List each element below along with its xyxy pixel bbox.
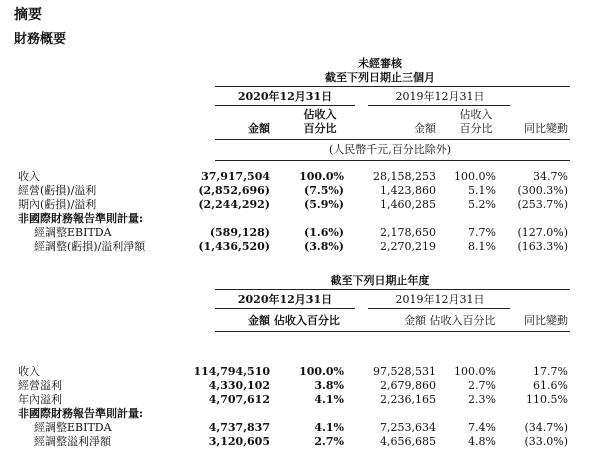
header-rule — [215, 289, 570, 290]
y-row-yoy: (33.0%) — [524, 435, 568, 448]
q-row-pct-2019: 100.0% — [454, 170, 496, 183]
q-row-pct: (5.9%) — [304, 198, 344, 211]
q-amount-head: 金額 — [248, 122, 270, 135]
q-nonifrs-heading: 非國際財務報告準則計量: — [18, 212, 144, 225]
header-rule — [215, 308, 355, 309]
y-row-pct-2019: 4.8% — [468, 435, 496, 448]
q-row-label: 經營(虧損)/溢利 — [18, 184, 97, 197]
q-pct2019-head-2: 百分比 — [459, 122, 493, 135]
q-amount2019-head: 金額 — [414, 122, 436, 135]
unit-note: (人民幣千元,百分比除外) — [328, 143, 452, 156]
y-row-label: 收入 — [18, 365, 40, 378]
y-row-label: 經調整溢利淨額 — [34, 435, 111, 448]
section-title: 摘要 — [14, 7, 42, 23]
q-row-yoy: (300.3%) — [517, 184, 568, 197]
y-row-amount-2019: 7,253,634 — [380, 421, 436, 434]
y-row-pct: 2.7% — [314, 435, 344, 448]
y-col-2020: 2020年12月31日 — [237, 293, 333, 306]
header-rule — [368, 105, 510, 106]
q-row-pct: (3.8%) — [304, 240, 344, 253]
y-row-pct-2019: 2.3% — [468, 393, 496, 406]
q-row-yoy: (163.3%) — [517, 240, 568, 253]
y-row-yoy: 61.6% — [533, 379, 568, 392]
q-row-pct-2019: 8.1% — [468, 240, 496, 253]
y-row-pct: 4.1% — [314, 393, 344, 406]
y-row-amount: 4,737,837 — [208, 421, 270, 434]
y-row-pct: 4.1% — [314, 421, 344, 434]
y-row-amount: 114,794,510 — [193, 365, 270, 378]
q-row-amount: 37,917,504 — [201, 170, 270, 183]
q-row-pct-2019: 5.2% — [468, 198, 496, 211]
q-col-2020: 2020年12月31日 — [237, 90, 333, 103]
header-rule — [215, 160, 570, 161]
year-period-label: 截至下列日期止年度 — [330, 274, 430, 287]
q-row-label: 期內(虧損)/溢利 — [18, 198, 97, 211]
y-row-pct: 100.0% — [299, 365, 344, 378]
section-subtitle: 財務概要 — [14, 32, 67, 47]
y-row-amount-2019: 2,679,860 — [380, 379, 436, 392]
header-rule — [215, 331, 570, 332]
y-row-yoy: 17.7% — [533, 365, 568, 378]
unaudited-label: 未經審核 — [358, 57, 402, 70]
q-row-yoy: (253.7%) — [517, 198, 568, 211]
q-row-amount: (1,436,520) — [198, 240, 270, 253]
y-row-amount: 3,120,605 — [208, 435, 270, 448]
y-row-yoy: (34.7%) — [524, 421, 568, 434]
q-row-pct-2019: 7.7% — [468, 226, 496, 239]
y-row-amount-2019: 4,656,685 — [380, 435, 436, 448]
y-row-pct-2019: 2.7% — [468, 379, 496, 392]
q-pct-head-2: 百分比 — [303, 122, 337, 135]
q-row-amount-2019: 2,270,219 — [380, 240, 436, 253]
y-row-pct-2019: 7.4% — [468, 421, 496, 434]
q-row-amount: (589,128) — [209, 226, 270, 239]
q-row-yoy: 34.7% — [533, 170, 568, 183]
y-row-label: 年內溢利 — [18, 393, 62, 406]
header-rule — [215, 86, 570, 87]
q-yoy-head: 同比變動 — [524, 122, 568, 135]
q-pct2019-head-1: 佔收入 — [459, 108, 493, 121]
y-amount-pct-head: 金額 佔收入百分比 — [248, 314, 340, 327]
y-yoy-head: 同比變動 — [524, 314, 568, 327]
q-row-label: 收入 — [18, 170, 40, 183]
quarter-period-label: 截至下列日期止三個月 — [325, 71, 435, 84]
q-row-pct: 100.0% — [299, 170, 344, 183]
y-row-amount: 4,707,612 — [208, 393, 270, 406]
y-row-label: 經營溢利 — [18, 379, 62, 392]
header-rule — [215, 105, 355, 106]
y-amount-pct2019-head: 金額 佔收入百分比 — [404, 314, 496, 327]
y-nonifrs-heading: 非國際財務報告準則計量: — [18, 407, 144, 420]
q-row-amount-2019: 28,158,253 — [373, 170, 436, 183]
y-row-pct-2019: 100.0% — [454, 365, 496, 378]
header-rule — [215, 139, 570, 140]
y-row-amount-2019: 2,236,165 — [380, 393, 436, 406]
y-row-amount-2019: 97,528,531 — [373, 365, 436, 378]
y-row-pct: 3.8% — [314, 379, 344, 392]
q-row-pct: (7.5%) — [304, 184, 344, 197]
q-row-label: 經調整(虧損)/溢利淨額 — [34, 240, 146, 253]
q-row-amount-2019: 1,460,285 — [380, 198, 436, 211]
q-row-pct: (1.6%) — [304, 226, 344, 239]
q-row-label: 經調整EBITDA — [34, 226, 112, 239]
q-row-pct-2019: 5.1% — [468, 184, 496, 197]
q-pct-head-1: 佔收入 — [303, 108, 337, 121]
y-row-yoy: 110.5% — [526, 393, 568, 406]
q-row-amount-2019: 2,178,650 — [380, 226, 436, 239]
header-rule — [368, 308, 510, 309]
q-row-yoy: (127.0%) — [517, 226, 568, 239]
q-col-2019: 2019年12月31日 — [395, 90, 485, 103]
y-row-amount: 4,330,102 — [208, 379, 270, 392]
q-row-amount-2019: 1,423,860 — [380, 184, 436, 197]
y-col-2019: 2019年12月31日 — [395, 293, 485, 306]
q-row-amount: (2,852,696) — [198, 184, 270, 197]
q-row-amount: (2,244,292) — [198, 198, 270, 211]
y-row-label: 經調整EBITDA — [34, 421, 112, 434]
